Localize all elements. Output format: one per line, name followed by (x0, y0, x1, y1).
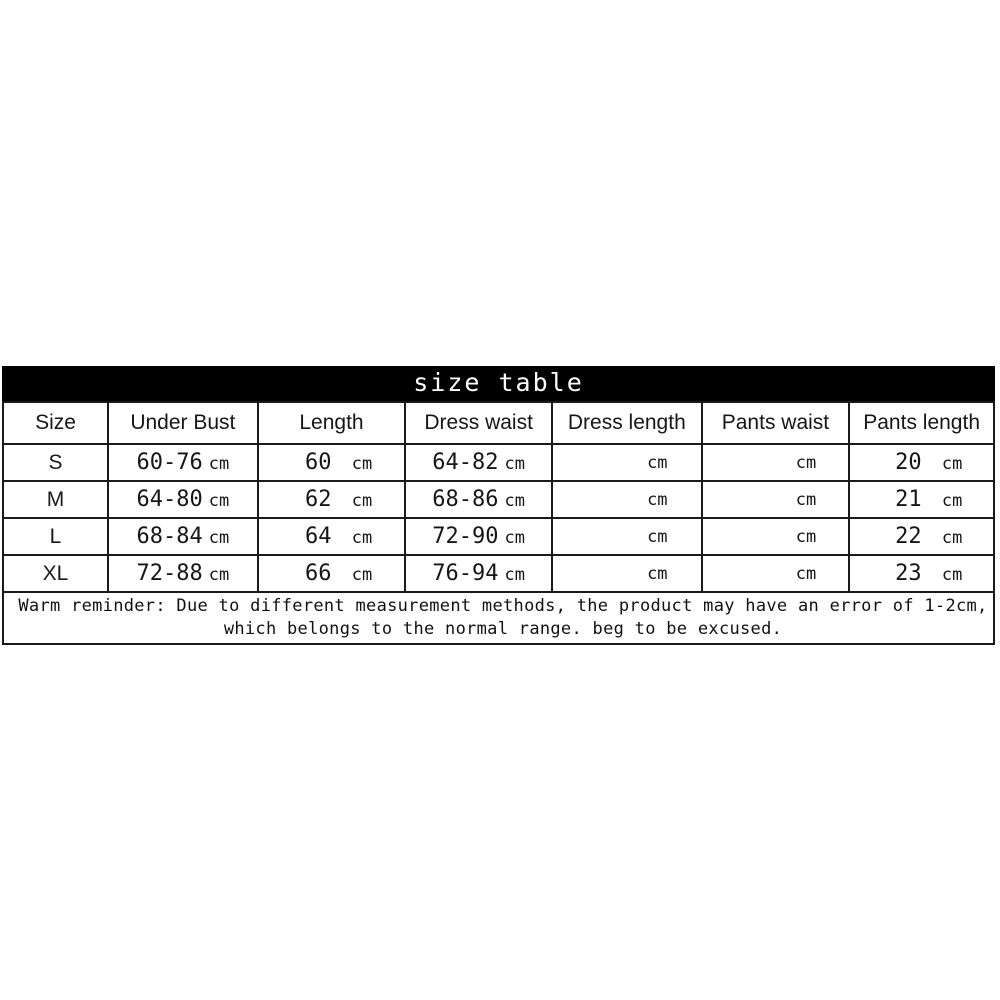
cell-value: 60-76 (136, 450, 203, 475)
table-cell (552, 555, 702, 592)
table-cell (849, 481, 994, 518)
reminder-note (3, 592, 994, 644)
table-cell (405, 555, 552, 592)
cell-value: 72-90 (432, 524, 499, 549)
cell-value: 64 (305, 524, 332, 549)
table-cell (702, 481, 850, 518)
table-cell (702, 518, 850, 555)
size-table (2, 401, 995, 645)
table-cell (849, 444, 994, 481)
unit-label: cm (795, 452, 817, 473)
unit-label: cm (208, 454, 230, 474)
unit-label: cm (941, 491, 963, 511)
table-row-l (3, 518, 994, 555)
table-cell (405, 481, 552, 518)
header-cell-size: Size (3, 402, 108, 444)
cell-value: 62 (305, 487, 332, 512)
header-cell-dress-length: Dress length (552, 402, 702, 444)
reminder-line-2: which belongs to the normal range. beg to be excused. (223, 619, 783, 639)
table-cell (849, 518, 994, 555)
reminder-line-1: Warm reminder: Due to different measurement methods, the product may have an error of 1-2cm, (18, 596, 988, 616)
size-chart (2, 366, 995, 645)
header-cell-under-bust: Under Bust (108, 402, 258, 444)
cell-value: 68-86 (432, 487, 499, 512)
size-label-cell: S (3, 444, 108, 481)
unit-label: cm (647, 452, 668, 473)
size-label-cell: M (3, 481, 108, 518)
table-cell (849, 555, 994, 592)
size-table-title: size table (413, 368, 584, 397)
unit-label: cm (351, 491, 373, 511)
cell-value: 21 (895, 487, 922, 512)
unit-label: cm (208, 565, 230, 585)
header-cell-pants-waist: Pants waist (702, 402, 850, 444)
table-cell (552, 444, 702, 481)
header-cell-length: Length (258, 402, 406, 444)
unit-label: cm (795, 489, 817, 510)
table-cell (108, 481, 258, 518)
unit-label: cm (504, 491, 526, 511)
unit-label: cm (941, 454, 963, 474)
unit-label: cm (504, 454, 526, 474)
cell-value: 76-94 (432, 561, 499, 586)
table-cell (258, 481, 406, 518)
unit-label: cm (795, 563, 817, 584)
table-row-xl (3, 555, 994, 592)
unit-label: cm (647, 563, 668, 584)
table-cell (552, 481, 702, 518)
unit-label: cm (504, 528, 526, 548)
unit-label: cm (941, 565, 963, 585)
unit-label: cm (351, 565, 373, 585)
header-row (3, 402, 994, 444)
unit-label: cm (208, 491, 230, 511)
unit-label: cm (941, 528, 963, 548)
table-row-m (3, 481, 994, 518)
table-cell (405, 518, 552, 555)
table-cell (108, 518, 258, 555)
size-label-cell: L (3, 518, 108, 555)
cell-value: 64-80 (136, 487, 203, 512)
table-cell (108, 444, 258, 481)
unit-label: cm (208, 528, 230, 548)
cell-value: 72-88 (136, 561, 203, 586)
cell-value: 20 (895, 450, 922, 475)
table-cell (258, 444, 406, 481)
table-cell (552, 518, 702, 555)
size-table-title-bar (2, 366, 995, 401)
cell-value: 68-84 (136, 524, 203, 549)
cell-value: 64-82 (432, 450, 499, 475)
table-cell (258, 518, 406, 555)
table-cell (258, 555, 406, 592)
unit-label: cm (795, 526, 817, 547)
size-label-cell: XL (3, 555, 108, 592)
cell-value: 66 (305, 561, 332, 586)
note-row (3, 592, 994, 644)
cell-value: 22 (895, 524, 922, 549)
table-cell (405, 444, 552, 481)
header-cell-pants-length: Pants length (849, 402, 994, 444)
table-row-s (3, 444, 994, 481)
unit-label: cm (351, 528, 373, 548)
table-cell (702, 555, 850, 592)
header-cell-dress-waist: Dress waist (405, 402, 552, 444)
unit-label: cm (647, 489, 668, 510)
cell-value: 23 (895, 561, 922, 586)
table-cell (702, 444, 850, 481)
table-cell (108, 555, 258, 592)
unit-label: cm (351, 454, 373, 474)
cell-value: 60 (305, 450, 332, 475)
unit-label: cm (504, 565, 526, 585)
unit-label: cm (647, 526, 668, 547)
